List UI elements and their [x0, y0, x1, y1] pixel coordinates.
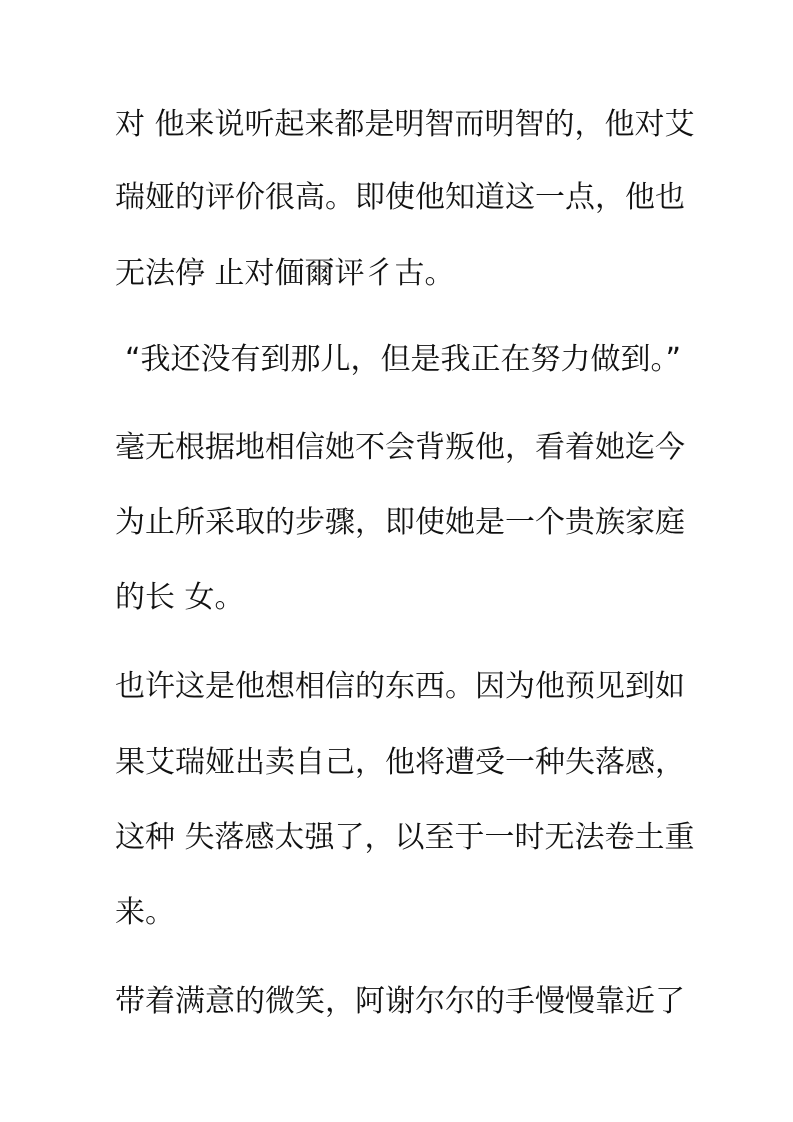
- text-line: 来。: [115, 895, 175, 930]
- text-line: 毫无根据地相信她不会背叛他，看着她迄今: [115, 430, 685, 465]
- text-line: 为止所采取的步骤，即使她是一个贵族家庭: [115, 505, 685, 540]
- text-line: 对 他来说听起来都是明智而明智的，他对艾: [115, 107, 695, 142]
- text-line: 果艾瑞娅出卖自己，他将遭受一种失落感，: [115, 745, 685, 780]
- text-line: 也许这是他想相信的东西。因为他预见到如: [115, 669, 685, 704]
- text-line: 这种 失落感太强了，以至于一时无法卷土重: [115, 820, 695, 855]
- text-line: 的长 女。: [115, 580, 245, 615]
- text-line: 带着满意的微笑，阿谢尔尔的手慢慢靠近了: [115, 984, 685, 1019]
- text-line: 瑞娅的评价很高。即使他知道这一点，他也: [115, 180, 685, 215]
- text-line: 无法停 止对偭爾评彳古。: [115, 256, 455, 291]
- text-line: “我还没有到那儿，但是我正在努力做到。”: [125, 342, 682, 377]
